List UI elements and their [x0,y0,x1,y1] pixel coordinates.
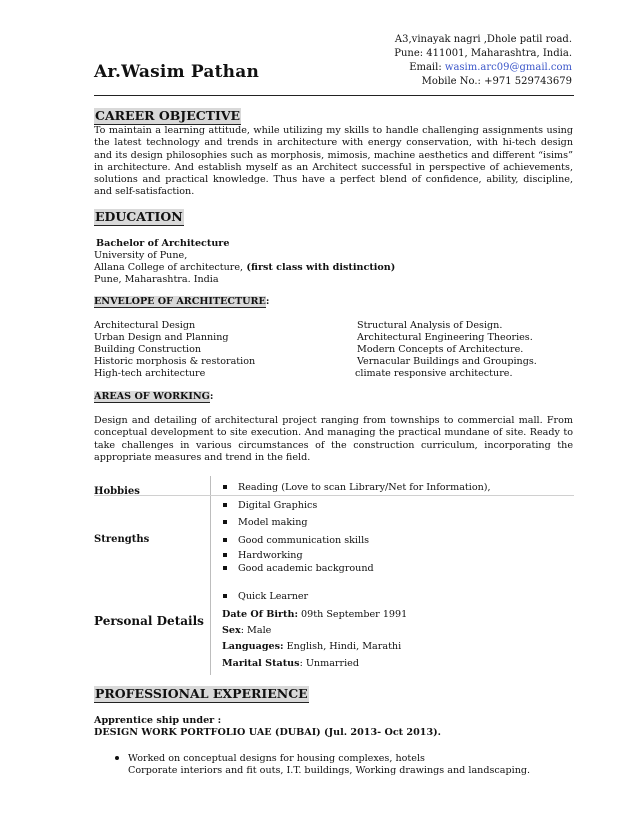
university: University of Pune, [94,250,188,261]
college-line [94,262,395,274]
education-heading: EDUCATION [95,209,183,224]
envelope-left-item: Building Construction [94,344,202,355]
bullet-dot-icon [115,756,119,760]
envelope-heading-line [94,296,269,307]
strength-item: Quick Learner [223,591,308,602]
education-location: Pune, Maharashtra. India [94,274,219,285]
marital-value: : Unmarried [299,658,359,669]
dob-label: Date Of Birth: [222,609,298,620]
company-line: DESIGN WORK PORTFOLIO UAE (DUBAI) (Jul. 2013- Oct 2013). [94,727,442,738]
header-rule [94,95,574,96]
areas-heading: AREAS OF WORKING [94,391,210,402]
square-bullet-icon [223,566,227,570]
square-bullet-icon [223,594,227,598]
email-label: Email: [409,62,445,73]
marital-label: Marital Status [222,658,300,669]
table-rule [94,495,574,496]
square-bullet-icon [223,553,227,557]
languages-line [222,641,401,652]
career-objective-heading: CAREER OBJECTIVE [95,108,241,123]
apprentice-line: Apprentice ship under : [94,715,222,726]
strength-item: Good communication skills [223,535,369,546]
envelope-left-item: Architectural Design [94,320,196,331]
areas-text: Design and detailing of architectural project ranging from townships to commercial mall. From conceptual development to site execution. And managing the practical mundane of site. Ready to take challenges in various circumstances of the construction curriculum, incorporating the appropriate measures and trend in the field. [94,415,573,463]
experience-bullet-cont: Corporate interiors and fit outs, I.T. buildings, Working drawings and landscaping. [128,765,531,776]
email-line [272,61,572,75]
address-line-1: A3,vinayak nagri ,Dhole patil road. [394,34,572,45]
degree: Bachelor of Architecture [96,238,230,249]
areas-heading-line [94,391,213,402]
languages-value: English, Hindi, Marathi [283,641,402,652]
experience-bullet: Worked on conceptual designs for housing complexes, hotels [115,753,425,765]
experience-heading: PROFESSIONAL EXPERIENCE [95,686,308,701]
square-bullet-icon [223,503,227,507]
envelope-heading: ENVELOPE OF ARCHITECTURE [94,296,266,307]
dob-value: 09th September 1991 [298,609,408,620]
table-divider [210,476,211,675]
email-link[interactable]: wasim.arc09@gmail.com [444,62,572,73]
envelope-right-item: Vernacular Buildings and Groupings. [357,356,537,367]
areas-colon: : [209,391,214,402]
sex-label: Sex [222,625,241,636]
hobby-item: Model making [223,517,308,528]
candidate-name: Ar.Wasim Pathan [94,62,259,82]
square-bullet-icon [223,485,227,489]
college: Allana College of architecture, [94,262,244,273]
hobbies-label: Hobbies [94,486,140,497]
address-line-2: Pune: 411001, Maharashtra, India. [394,48,572,59]
mobile-line: Mobile No.: +971 529743679 [421,76,572,87]
envelope-right-item: Modern Concepts of Architecture. [357,344,524,355]
languages-label: Languages: [222,641,284,652]
dob-line [222,609,407,620]
envelope-right-item: Structural Analysis of Design. [357,320,503,331]
strength-item: Hardworking [223,550,303,561]
envelope-colon: : [265,296,270,307]
envelope-right-item: climate responsive architecture. [355,368,513,379]
envelope-left-item: Historic morphosis & restoration [94,356,256,367]
strength-item: Good academic background [223,563,374,574]
hobby-item: Digital Graphics [223,500,317,511]
sex-value: : Male [240,625,272,636]
square-bullet-icon [223,538,227,542]
distinction: (first class with distinction) [243,262,396,273]
marital-line [222,658,359,669]
strengths-label: Strengths [94,534,150,545]
career-objective-text: To maintain a learning attitude, while utilizing my skills to handle challenging assignments using the latest technology and trends in architecture with energy conservation, with hi-tech design and its design philosophies such as morphosis, mimosis, machine aesthetics and different “isims” in architecture. And establish myself as an Architect successful in perspective of achievements, solutions and practical knowledge. Thus have a perfect blend of confidence, ability, discipline, and self-satisfaction. [94,125,573,198]
personal-details-label: Personal Details [94,614,204,628]
envelope-left-item: High-tech architecture [94,368,206,379]
hobby-item: Reading (Love to scan Library/Net for Information), [223,482,491,493]
envelope-left-item: Urban Design and Planning [94,332,229,343]
sex-line [222,625,271,636]
envelope-right-item: Architectural Engineering Theories. [357,332,533,343]
square-bullet-icon [223,520,227,524]
